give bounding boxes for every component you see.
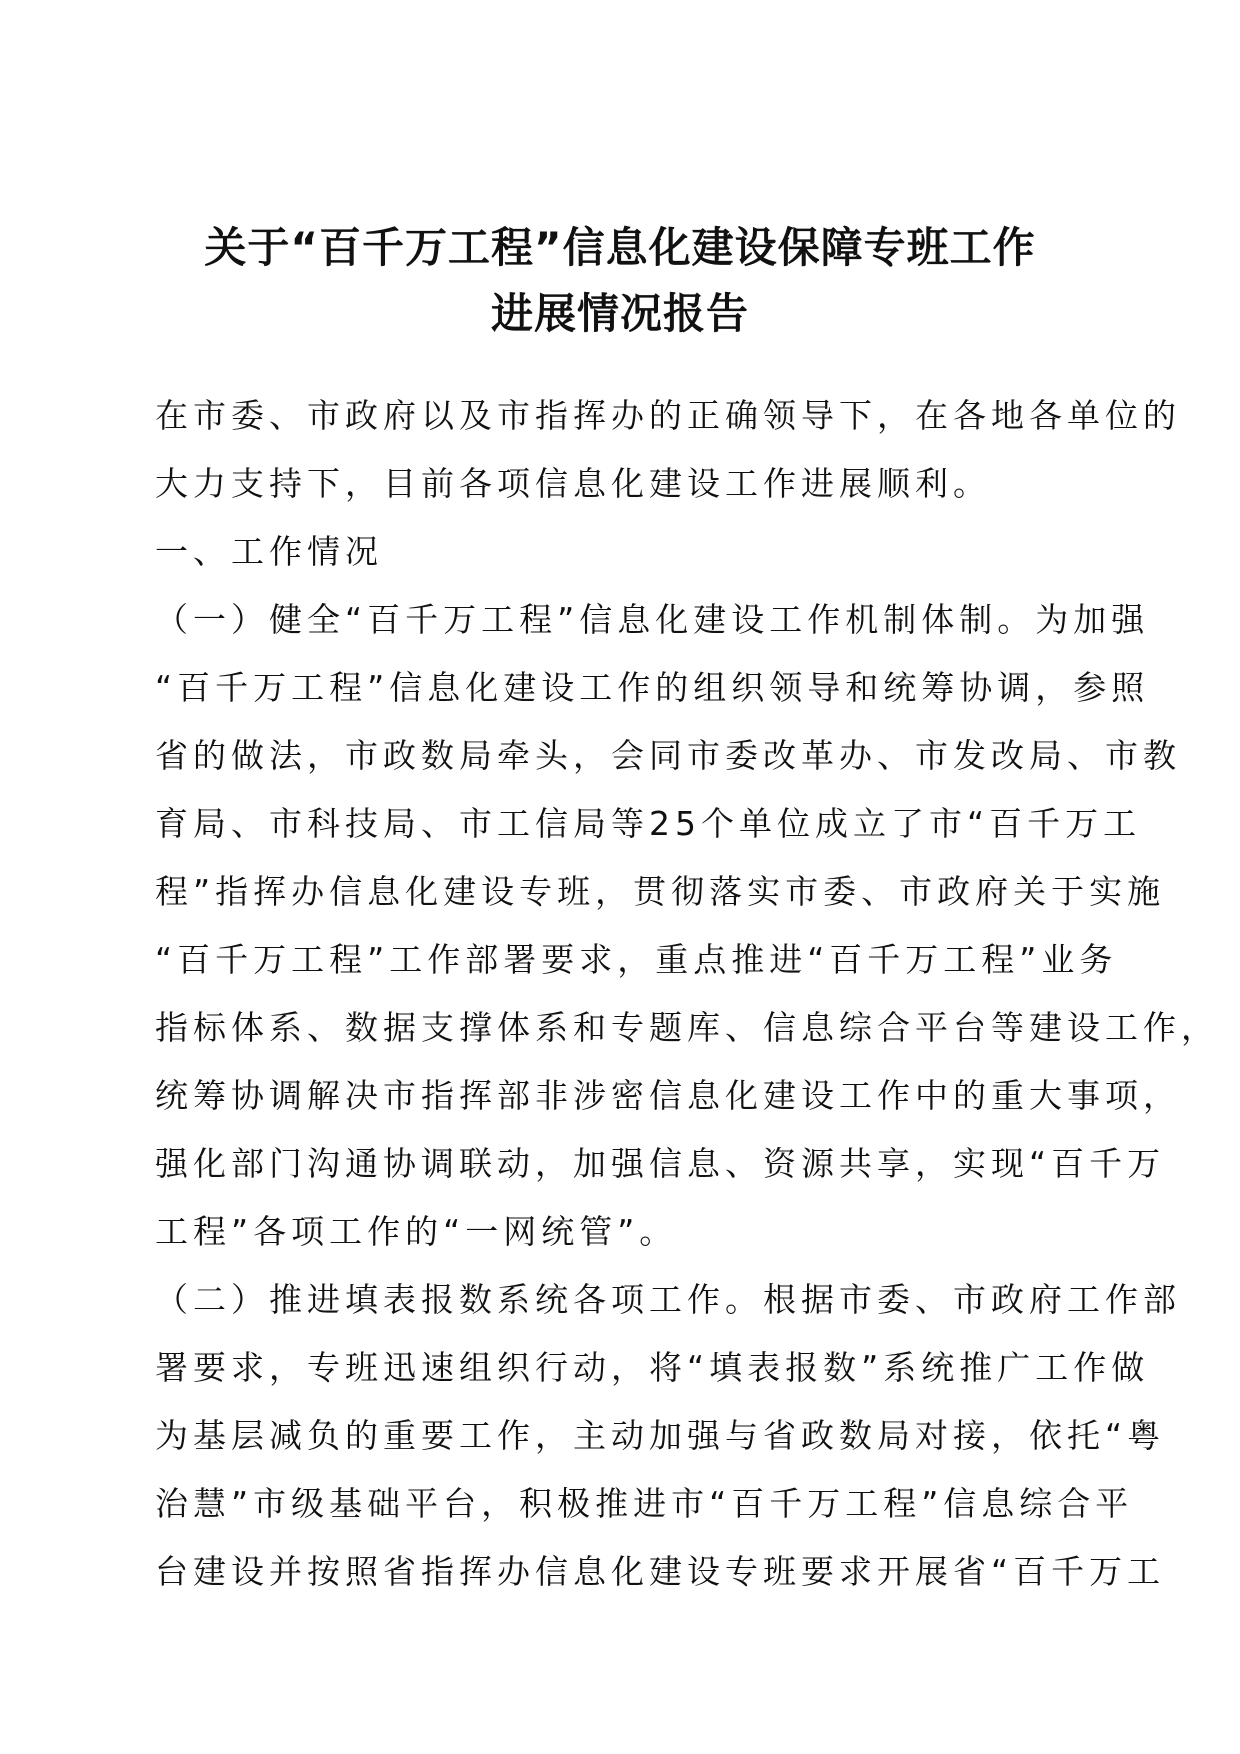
document-body [155, 382, 1219, 1606]
paragraph-line: 台建设并按照省指挥办信息化建设专班要求开展省“百千万工 [155, 1552, 1166, 1591]
paragraph-line: 为基层减负的重要工作，主动加强与省政数局对接，依托“粤 [155, 1416, 1166, 1455]
intro-line: 在市委、市政府以及市指挥办的正确领导下，在各地各单位的 [155, 396, 1181, 435]
paragraph-line: 育局、市科技局、市工信局等25个单位成立了市“百千万工 [155, 804, 1142, 843]
paragraph-line: “百千万工程”信息化建设工作的组织领导和统筹协调，参照 [155, 668, 1150, 707]
section-heading: 一、工作情况 [155, 532, 383, 571]
intro-line: 大力支持下，目前各项信息化建设工作进展顺利。 [155, 464, 991, 503]
paragraph-line: 指标体系、数据支撑体系和专题库、信息综合平台等建设工作， [155, 1008, 1219, 1047]
paragraph-line: 署要求，专班迅速组织行动，将“填表报数”系统推广工作做 [155, 1348, 1150, 1387]
paragraph-line: 治慧”市级基础平台，积极推进市“百千万工程”信息综合平 [155, 1484, 1134, 1523]
document-title-line-1: 关于“百千万工程”信息化建设保障专班工作 [204, 223, 1036, 272]
paragraph-line: 强化部门沟通协调联动，加强信息、资源共享，实现“百千万 [155, 1144, 1166, 1183]
paragraph-line: （一）健全“百千万工程”信息化建设工作机制体制。为加强 [155, 600, 1150, 639]
document-title-line-2: 进展情况报告 [490, 289, 749, 338]
paragraph-line: 工程”各项工作的“一网统管”。 [155, 1212, 678, 1251]
paragraph-line: “百千万工程”工作部署要求，重点推进“百千万工程”业务 [155, 940, 1118, 979]
paragraph-line: 统筹协调解决市指挥部非涉密信息化建设工作中的重大事项， [155, 1076, 1181, 1115]
paragraph-line: 程”指挥办信息化建设专班，贯彻落实市委、市政府关于实施 [155, 872, 1166, 911]
paragraph-line: 省的做法，市政数局牵头，会同市委改革办、市发改局、市教 [155, 736, 1181, 775]
paragraph-line: （二）推进填表报数系统各项工作。根据市委、市政府工作部 [155, 1280, 1181, 1319]
